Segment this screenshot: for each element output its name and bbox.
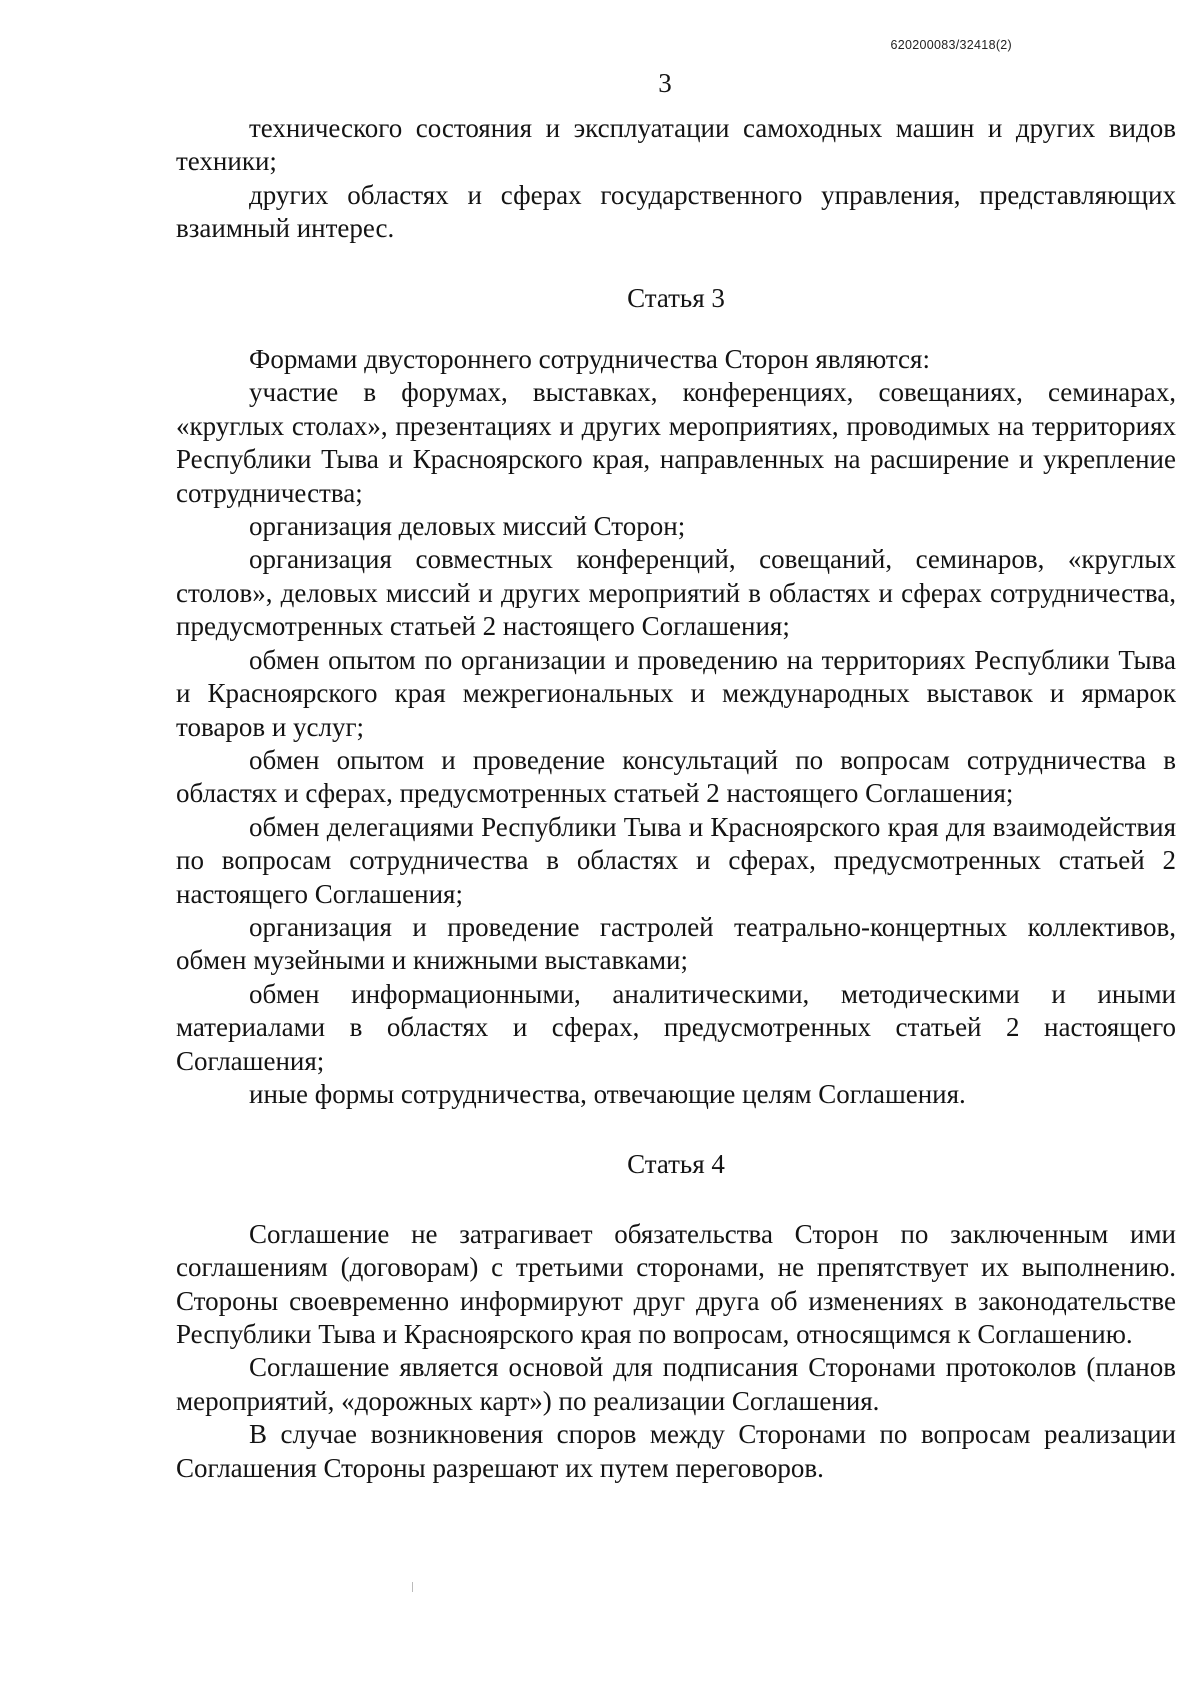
paragraph: других областях и сферах государственного управления, представляющих взаимный интерес. (176, 179, 1176, 244)
article-3-title: Статья 3 (627, 282, 725, 313)
paragraph: организация совместных конференций, совещаний, семинаров, «круглых столов», деловых миссий и других мероприятий в областях и сферах сотрудничества, предусмотренных статьей 2 настоящего Соглашения; (176, 544, 1176, 642)
document-number: 620200083/32418(2) (890, 38, 1012, 52)
paragraph: обмен информационными, аналитическими, методическими и иными материалами в областях и сферах, предусмотренных статьей 2 настоящего Соглашения; (176, 978, 1176, 1076)
paragraph: Соглашение не затрагивает обязательства Сторон по заключенным ими соглашениям (договорам) с третьими сторонами, не препятствует их выполнению. Стороны своевременно информируют друг друга об изменениях в законодательстве Республики Тыва и Красноярского края по вопросам, относящимся к Соглашению. (176, 1218, 1176, 1349)
article-heading (176, 282, 1176, 315)
paragraph: Соглашение является основой для подписания Сторонами протоколов (планов мероприятий, «дорожных карт») по реализации Соглашения. (176, 1352, 1176, 1416)
paragraph: технического состояния и эксплуатации самоходных машин и других видов техники; (176, 113, 1176, 177)
paragraph: иные формы сотрудничества, отвечающие целям Соглашения. (249, 1078, 966, 1109)
paragraph: организация и проведение гастролей театрально-концертных коллективов, обмен музейными и книжными выставками; (176, 911, 1176, 976)
paragraph: В случае возникновения споров между Сторонами по вопросам реализации Соглашения Стороны разрешают их путем переговоров. (176, 1419, 1176, 1483)
article-4-title: Статья 4 (627, 1149, 725, 1180)
paragraph: участие в форумах, выставках, конференциях, совещаниях, семинарах, «круглых столах», презентациях и других мероприятиях, проводимых на территориях Республики Тыва и Красноярского края, направленных на расширение и укрепление сотрудничества; (176, 377, 1176, 508)
scan-artifact (412, 1582, 413, 1592)
article-heading (176, 1148, 1176, 1181)
paragraph: обмен опытом по организации и проведению на территориях Республики Тыва и Красноярского края межрегиональных и международных выставок и ярмарок товаров и услуг; (176, 644, 1176, 742)
paragraph: Формами двустороннего сотрудничества Сторон являются: (249, 344, 930, 375)
paragraph: организация деловых миссий Сторон; (249, 511, 686, 542)
page-number-container (0, 70, 1200, 97)
paragraph: обмен делегациями Республики Тыва и Красноярского края для взаимодействия по вопросам сотрудничества в областях и сферах, предусмотренных статьей 2 настоящего Соглашения; (176, 811, 1176, 909)
document-body (176, 112, 1176, 1485)
page-number: 3 (658, 68, 672, 98)
paragraph: обмен опытом и проведение консультаций по вопросам сотрудничества в областях и сферах, предусмотренных статьей 2 настоящего Соглашения; (176, 744, 1176, 809)
